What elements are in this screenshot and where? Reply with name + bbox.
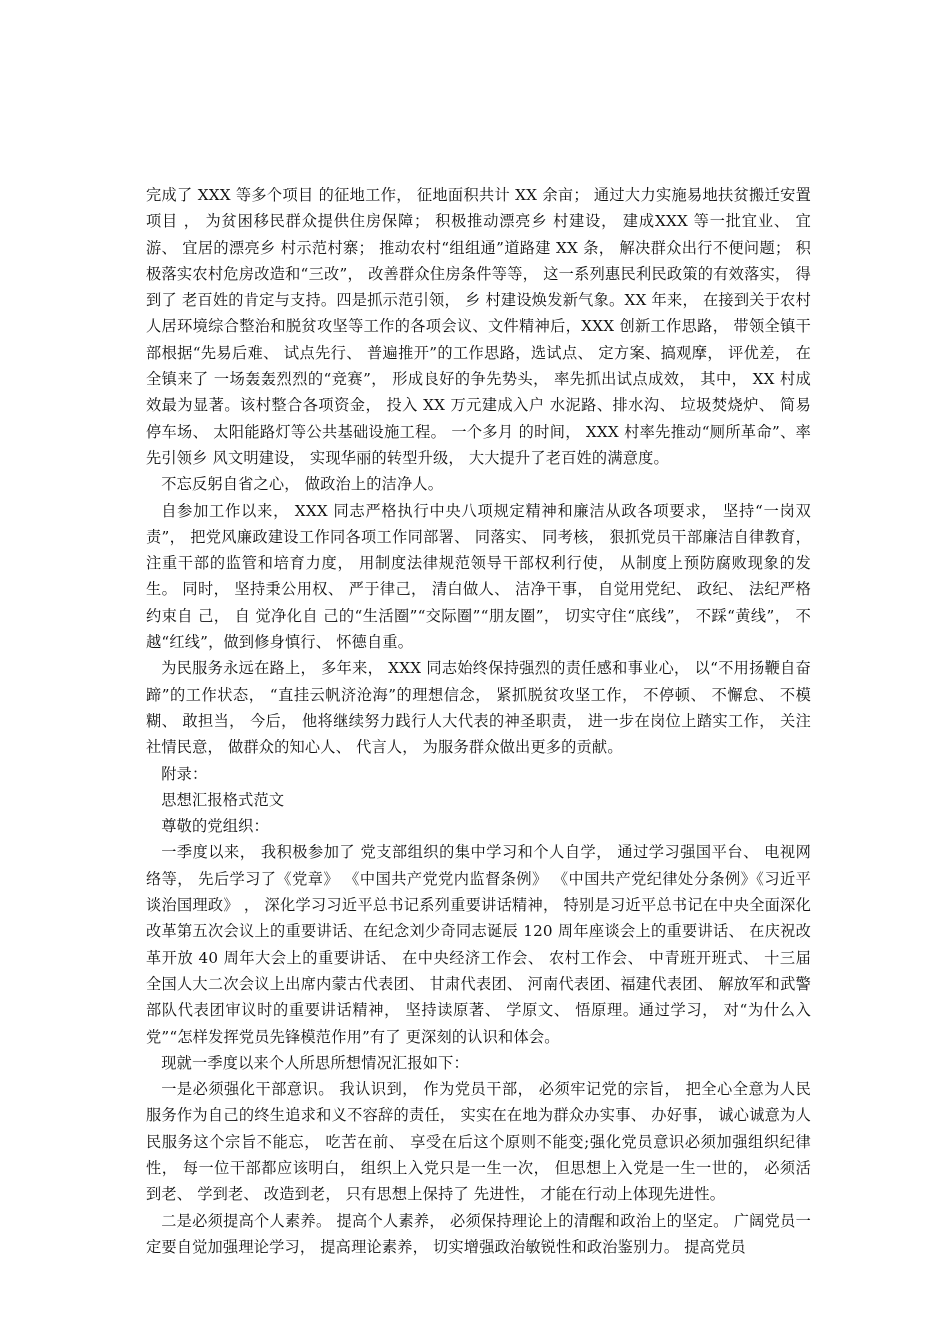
paragraph-study: 一季度以来， 我积极参加了 党支部组织的集中学习和个人自学， 通过学习强国平台、 电视网络等， 先后学习了《党章》 《中国共产党党内监督条例》 《中国共产党纪律处分条例》《习近平谈治国理政》 ， 深化学习习近平总书记系列重要讲话精神， 特别是习近平总书记在中央全面深化改革第五次会议上的重要讲话、在纪念刘少奇同志诞辰 120 周年座谈会上的重要讲话、 在庆祝改革开放 40 周年大会上的重要讲话、 在中央经济工作会、 农村工作会、 中青班开班式、 十三届全国人大二次会议上出席内蒙古代表团、 甘肃代表团、 河南代表团、福建代表团、 解放军和武警部队代表团审议时的重要讲话精神， 坚持读原著、 学原文、 悟原理。通过学习， 对“为什么入党”“怎样发挥党员先锋模范作用”有了 更深刻的认识和体会。 (146, 843, 811, 1046)
appendix-title: 思想汇报格式范文 (161, 790, 285, 809)
paragraph-continuation: 完成了 XXX 等多个项目 的征地工作， 征地面积共计 XX 余亩； 通过大力实施易地扶贫搬迁安置项目 ， 为贫困移民群众提供住房保障； 积极推动漂亮乡 村建设， 建成XXX 等一批宜业、 宜游、 宜居的漂亮乡 村示范村寨； 推动农村“组组通”道路建 XX 条， 解决群众出行不便问题； 积极落实农村危房改造和“三改”， 改善群众住房条件等等， 这一系列惠民利民政策的有效落实， 得到了 老百姓的肯定与支持。四是抓示范引领， 乡 村建设焕发新气象。XX 年来， 在接到关于农村人居环境综合整治和脱贫攻坚等工作的各项会议、文件精神后，XXX 创新工作思路， 带领全镇干部根据“先易后难、 试点先行、 普遍推开”的工作思路，选试点、 定方案、搞观摩， 评优差， 在全镇来了 一场轰轰烈烈的“竞赛”， 形成良好的争先势头， 率先抓出试点成效， 其中， XX 村成效最为显著。该村整合各项资金， 投入 XX 万元建成入户 水泥路、排水沟、 垃圾焚烧炉、 简易停车场、 太阳能路灯等公共基础设施工程。 一个多月 的时间， XXX 村率先推动“厕所革命”、率先引领乡 风文明建设， 实现华丽的转型升级， 大大提升了老百姓的满意度。 (146, 186, 811, 467)
document-body (146, 182, 811, 1260)
section-heading-integrity: 不忘反躬自省之心， 做政治上的洁净人。 (161, 475, 444, 494)
paragraph-point-two: 二是必须提高个人素养。 提高个人素养， 必须保持理论上的清醒和政治上的坚定。 广阔党员一定要自觉加强理论学习， 提高理论素养， 切实增强政治敏锐性和政治鉴别力。 提高党员 (146, 1211, 811, 1256)
paragraph-integrity: 自参加工作以来， XXX 同志严格执行中央八项规定精神和廉洁从政各项要求， 坚持“一岗双责”， 把党风廉政建设工作同各项工作同部署、 同落实、 同考核， 狠抓党员干部廉洁自律教育， 注重干部的监管和培育力度， 用制度法律规范领导干部权利行使， 从制度上预防腐败现象的发生。 同时， 坚持秉公用权、 严于律己， 清白做人、 洁净干事， 自觉用党纪、 政纪、 法纪严格约束自 己， 自 觉净化自 己的“生活圈”“交际圈”“朋友圈”， 切实守住“底线”， 不踩“黄线”， 不越“红线”，做到修身慎行、 怀德自重。 (146, 501, 811, 652)
paragraph-service: 为民服务永远在路上， 多年来， XXX 同志始终保持强烈的责任感和事业心， 以“不用扬鞭自奋蹄”的工作状态， “直挂云帆济沧海”的理想信念， 紧抓脱贫攻坚工作， 不停顿、 不懈怠、 不模糊、 敢担当， 今后， 他将继续努力践行人大代表的神圣职责， 进一步在岗位上踏实工作， 关注社情民意， 做群众的知心人、 代言人， 为服务群众做出更多的贡献。 (146, 659, 811, 757)
paragraph-point-one: 一是必须强化干部意识。 我认识到， 作为党员干部， 必须牢记党的宗旨， 把全心全意为人民服务作为自己的终生追求和义不容辞的责任， 实实在在地为群众办实事、 办好事， 诚心诚意为人民服务这个宗旨不能忘， 吃苦在前、 享受在后这个原则不能变;强化党员意识必须加强组织纪律性， 每一位干部都应该明白， 组织上入党只是一生一次， 但思想上入党是一生一世的， 必须活到老、 学到老、 改造到老， 只有思想上保持了 先进性， 才能在行动上体现先进性。 (146, 1080, 811, 1204)
paragraph-report-intro: 现就一季度以来个人所思所想情况汇报如下： (161, 1053, 469, 1072)
appendix-label: 附录： (161, 764, 208, 783)
salutation: 尊敬的党组织： (161, 817, 269, 836)
